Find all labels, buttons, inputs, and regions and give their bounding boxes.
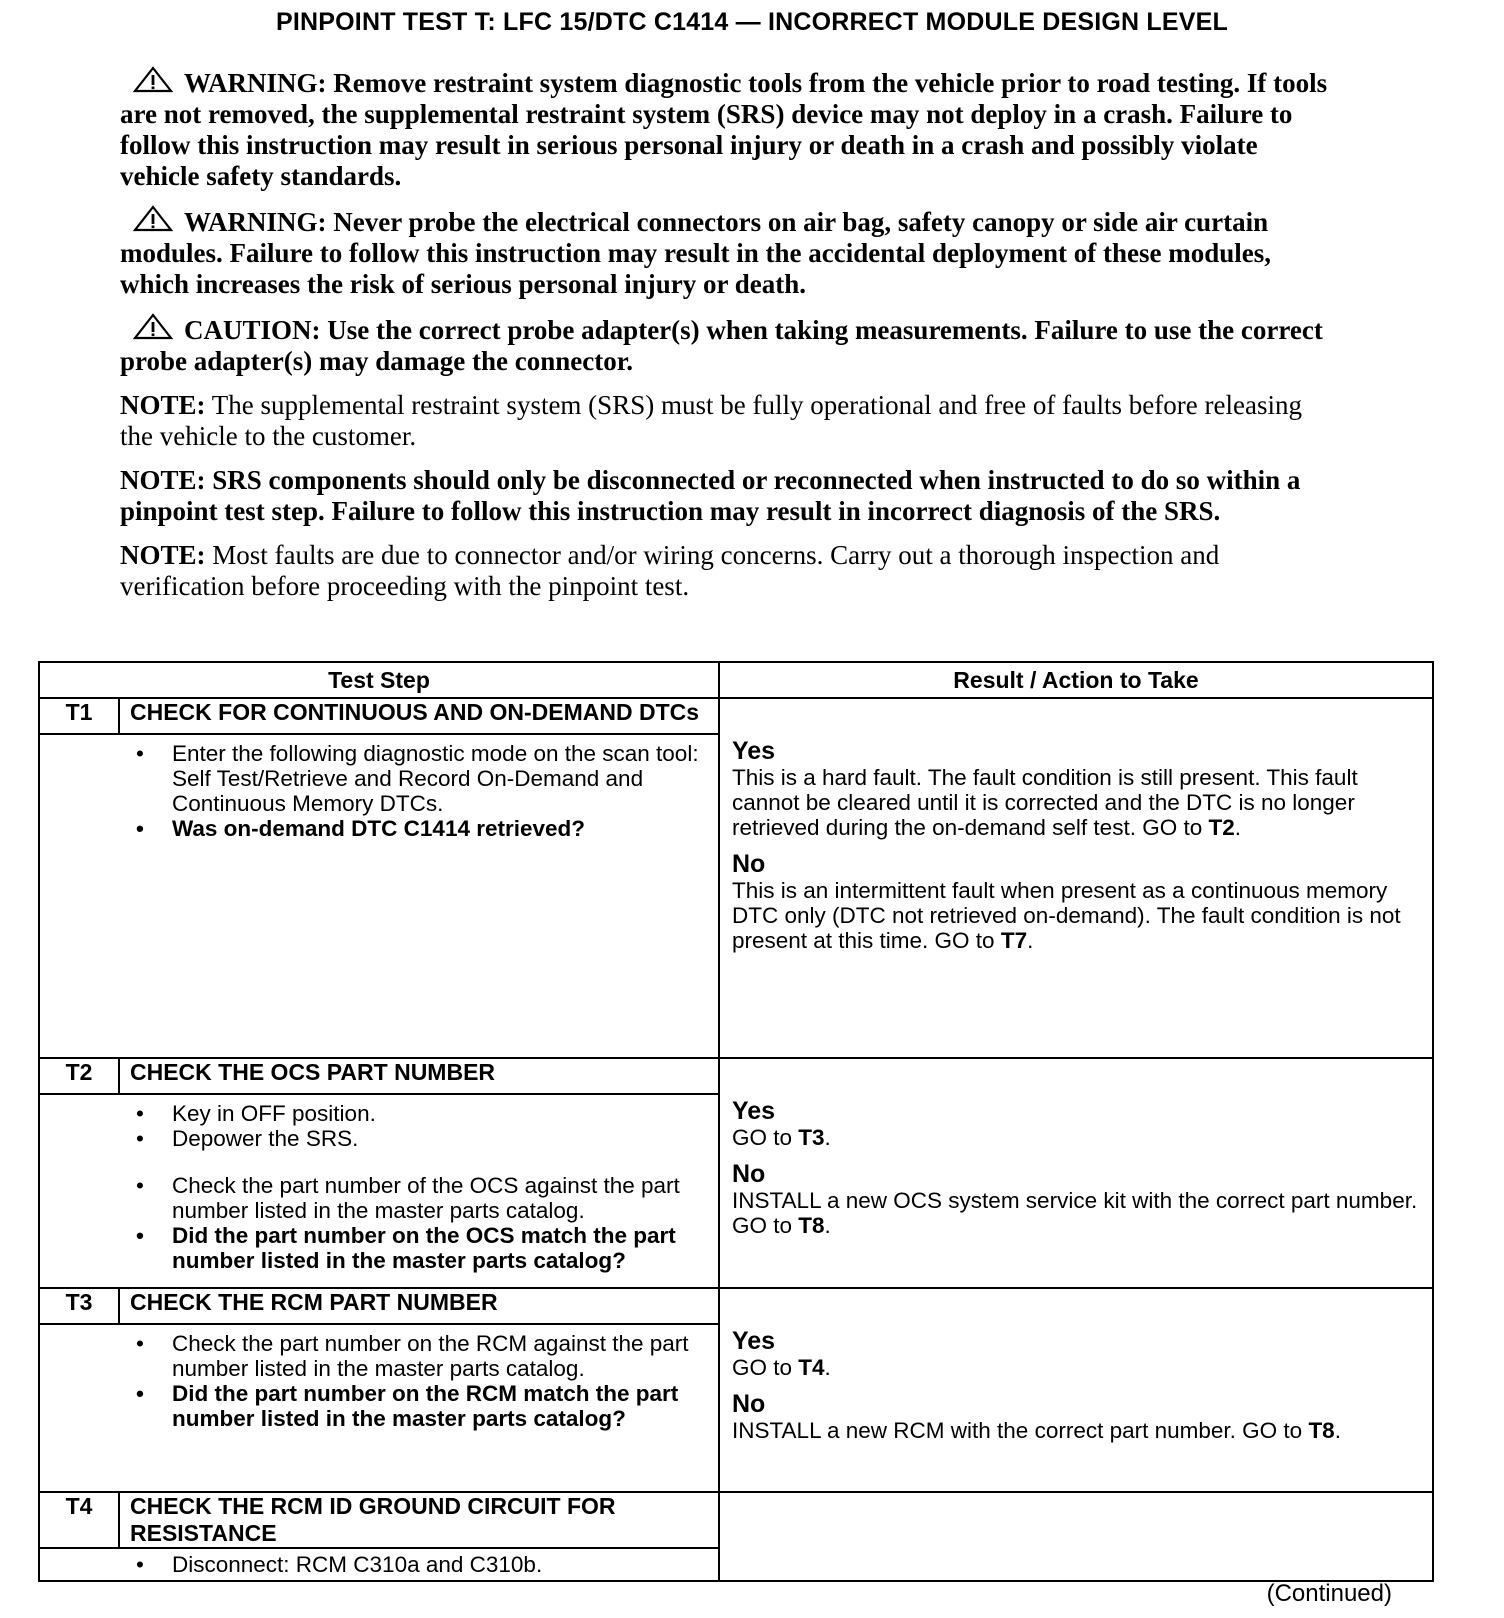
result-yes-label: Yes (731, 1097, 776, 1125)
step-title: CHECK FOR CONTINUOUS AND ON-DEMAND DTCs (119, 698, 719, 734)
step-id: T2 (39, 1058, 119, 1094)
step-result (719, 1058, 1433, 1288)
result-no-text: INSTALL a new RCM with the correct part number. GO to T8. (731, 1418, 1341, 1443)
warning-1: WARNING: Remove restraint system diagnostic tools from the vehicle prior to road testing. If tools are not removed, the supplemental restraint system (SRS) device may not deploy in a crash. Failure to follow this instruction may result in serious personal injury or death in a crash and possibly violate vehicle safety standards. (120, 68, 1328, 191)
step-bullet: • Enter the following diagnostic mode on the scan tool: Self Test/Retrieve and Record On-Demand and Continuous Memory DTCs. (40, 741, 706, 816)
step-result (719, 1492, 1433, 1581)
note-2: NOTE: SRS components should only be disconnected or reconnected when instructed to do so within a pinpoint test step. Failure to follow this instruction may result in incorrect diagnosis of the SRS. (120, 465, 1301, 526)
step-bullet: • Check the part number on the RCM against the part number listed in the master parts catalog. (40, 1331, 706, 1381)
continued-label: (Continued) (1266, 1580, 1392, 1607)
safety-notes (120, 66, 1340, 615)
result-no-label: No (731, 1160, 766, 1188)
step-title: CHECK THE OCS PART NUMBER (119, 1058, 719, 1094)
note-1: NOTE: The supplemental restraint system (SRS) must be fully operational and free of faults before releasing the vehicle to the customer. (120, 390, 1302, 451)
step-title-row (39, 1058, 1433, 1094)
result-no-text: This is an intermittent fault when present as a continuous memory DTC only (DTC not retrieved on-demand). The fault condition is not present at this time. GO to T7. (731, 878, 1401, 953)
step-body (39, 1548, 719, 1581)
step-bullet: • Disconnect: RCM C310a and C310b. (40, 1552, 706, 1577)
column-header-result: Result / Action to Take (719, 662, 1433, 698)
step-id: T1 (39, 698, 119, 734)
note-3: NOTE: Most faults are due to connector and/or wiring concerns. Carry out a thorough inspection and verification before proceeding with the pinpoint test. (120, 540, 1220, 601)
step-title: CHECK THE RCM ID GROUND CIRCUIT FOR RESISTANCE (119, 1492, 719, 1548)
step-bullet: • Depower the SRS. (40, 1126, 706, 1151)
result-yes-text: GO to T3. (731, 1125, 831, 1150)
step-title: CHECK THE RCM PART NUMBER (119, 1288, 719, 1324)
step-id: T4 (39, 1492, 119, 1548)
step-result (719, 698, 1433, 1058)
step-id: T3 (39, 1288, 119, 1324)
step-question: • Did the part number on the OCS match the part number listed in the master parts catalog? (40, 1223, 706, 1273)
result-yes-label: Yes (731, 1327, 776, 1355)
result-yes-text: This is a hard fault. The fault condition is still present. This fault cannot be cleared until it is corrected and the DTC is no longer retrieved during the on-demand self test. GO to T2. (731, 765, 1358, 840)
step-result (719, 1288, 1433, 1492)
warning-triangle-icon (132, 205, 174, 233)
warning-triangle-icon (132, 66, 174, 94)
step-body (39, 1094, 719, 1288)
result-no-label: No (731, 1390, 766, 1418)
caution-triangle-icon (132, 313, 174, 341)
step-body (39, 1324, 719, 1492)
step-bullet: • Key in OFF position. (40, 1101, 706, 1126)
result-yes-label: Yes (731, 737, 776, 765)
table-header-row (39, 662, 1433, 698)
step-title-row (39, 1492, 1433, 1548)
result-no-text: INSTALL a new OCS system service kit with the correct part number. GO to T8. (731, 1188, 1418, 1238)
step-bullet: • Check the part number of the OCS against the part number listed in the master parts catalog. (40, 1173, 706, 1223)
step-body (39, 734, 719, 1058)
step-title-row (39, 698, 1433, 734)
caution: CAUTION: Use the correct probe adapter(s) when taking measurements. Failure to use the correct probe adapter(s) may damage the connector. (120, 315, 1323, 376)
step-title-row (39, 1288, 1433, 1324)
result-yes-text: GO to T4. (731, 1355, 831, 1380)
pinpoint-test-table (38, 661, 1434, 1582)
step-question: • Did the part number on the RCM match the part number listed in the master parts catalog? (40, 1381, 706, 1431)
warning-2: WARNING: Never probe the electrical connectors on air bag, safety canopy or side air curtain modules. Failure to follow this instruction may result in the accidental deployment of these modules, which increases the risk of serious personal injury or death. (120, 207, 1271, 299)
column-header-test-step: Test Step (39, 662, 719, 698)
result-no-label: No (731, 850, 766, 878)
step-question: • Was on-demand DTC C1414 retrieved? (40, 816, 706, 841)
page-title: PINPOINT TEST T: LFC 15/DTC C1414 — INCORRECT MODULE DESIGN LEVEL (276, 8, 1228, 36)
